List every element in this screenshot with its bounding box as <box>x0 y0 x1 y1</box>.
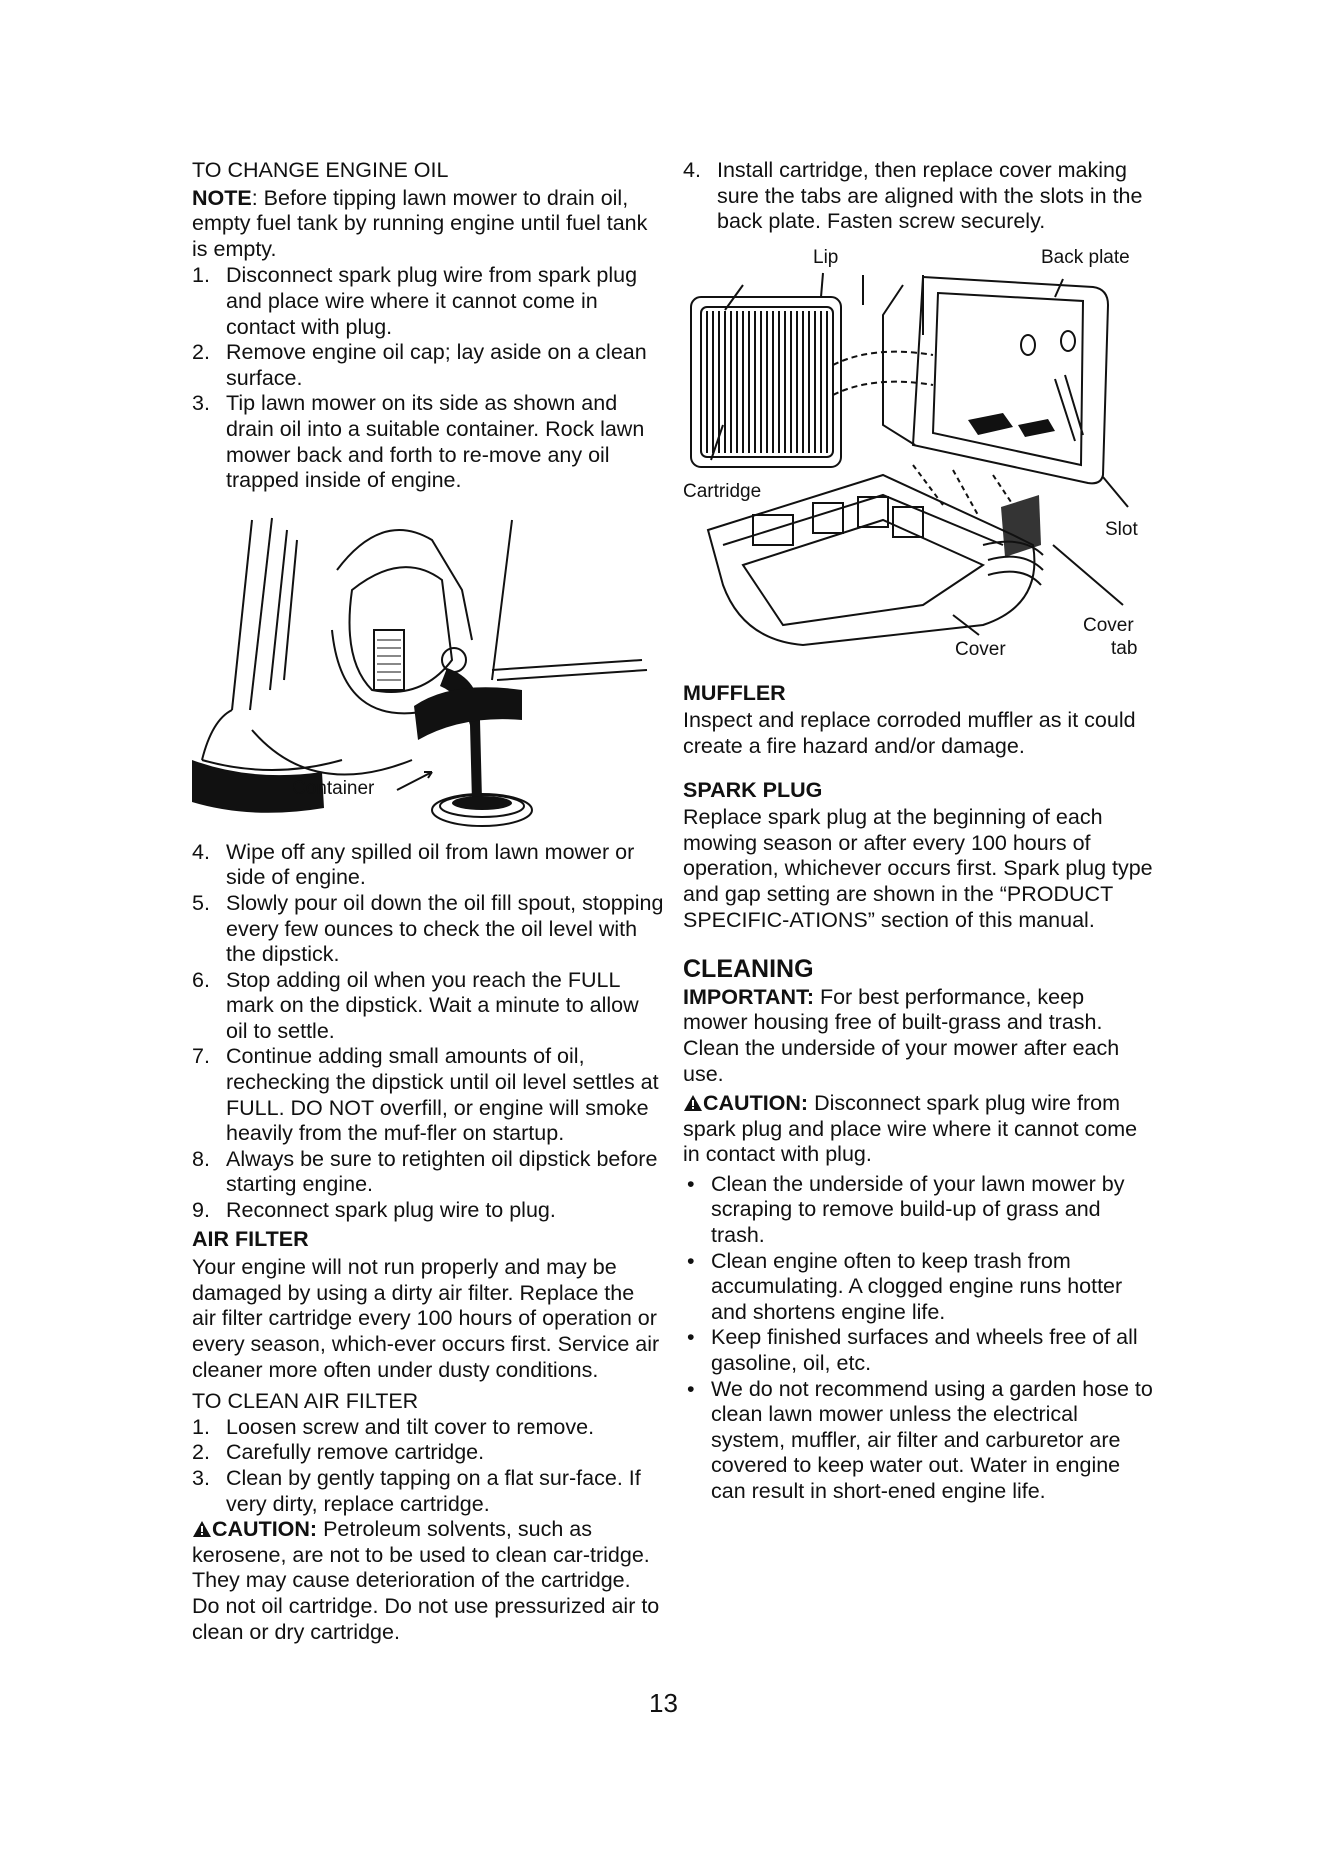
list-item <box>192 1440 664 1466</box>
clean-air-steps <box>192 1415 664 1517</box>
important-text: For best performance, keep mower housing free of built-grass and trash. Clean the underside of your mower after each use. <box>683 984 1120 1086</box>
slot-label: Slot <box>1105 518 1138 540</box>
step-text: Tip lawn mower on its side as shown and drain oil into a suitable container. Rock lawn mower back and forth to re-move any oil trapped inside of engine. <box>226 391 645 493</box>
warning-triangle-icon <box>192 1520 212 1538</box>
list-item <box>192 891 664 968</box>
step-number: 9. <box>192 1198 210 1223</box>
step-number: 3. <box>192 1465 210 1490</box>
list-item <box>192 1198 664 1224</box>
cleaning-heading: CLEANING <box>683 955 814 984</box>
list-item <box>683 1325 1153 1376</box>
step-text: Carefully remove cartridge. <box>226 1440 485 1465</box>
step-number: 4. <box>192 839 210 864</box>
caution-label: CAUTION: <box>212 1517 318 1542</box>
step-number: 4. <box>683 158 701 182</box>
list-item <box>192 391 664 493</box>
bullet-mark: • <box>687 1248 695 1273</box>
change-oil-heading: TO CHANGE ENGINE OIL <box>192 158 449 182</box>
step-text: Disconnect spark plug wire from spark plug and place wire where it cannot come in contact with plug. <box>226 263 638 339</box>
note-text: : Before tipping lawn mower to drain oil, empty fuel tank by running engine until fuel tank is empty. <box>192 185 648 261</box>
step-text: Stop adding oil when you reach the FULL mark on the dipstick. Wait a minute to allow oil to settle. <box>226 967 639 1043</box>
caution-paragraph-left <box>192 1517 664 1645</box>
cover-label: Cover <box>955 638 1006 660</box>
right-column <box>683 158 1153 1505</box>
list-item <box>192 1147 664 1198</box>
list-item <box>683 1249 1153 1326</box>
muffler-text: Inspect and replace corroded muffler as it could create a fire hazard and/or damage. <box>683 708 1136 758</box>
left-column <box>192 158 664 1645</box>
list-item <box>192 1415 664 1441</box>
step-text: Clean by gently tapping on a flat sur-face. If very dirty, replace cartridge. <box>226 1465 641 1516</box>
list-item <box>192 263 664 340</box>
step-number: 2. <box>192 1440 210 1465</box>
bullet-text: Keep finished surfaces and wheels free of all gasoline, oil, etc. <box>711 1325 1138 1376</box>
back-plate-label: Back plate <box>1041 246 1130 268</box>
step-number: 3. <box>192 391 210 416</box>
step-number: 8. <box>192 1146 210 1171</box>
step-text: Always be sure to retighten oil dipstick before starting engine. <box>226 1146 658 1197</box>
list-item <box>192 1466 664 1517</box>
note-label: NOTE <box>192 185 252 210</box>
step-text: Remove engine oil cap; lay aside on a clean surface. <box>226 340 647 390</box>
air-filter-heading: AIR FILTER <box>192 1226 309 1251</box>
cartridge-label: Cartridge <box>683 480 762 502</box>
list-item <box>683 1377 1153 1505</box>
muffler-heading: MUFFLER <box>683 680 786 705</box>
caution-paragraph-right <box>683 1091 1153 1168</box>
container-label: Container <box>292 777 375 799</box>
air-filter-figure <box>683 245 1153 663</box>
cover-tab-label-line1: Cover <box>1083 614 1134 636</box>
caution-text: Petroleum solvents, such as kerosene, are not to be used to clean car-tridge. They may cause deterioration of the cartridge. Do not oil cartridge. Do not use pressurized air to clean or dry cartridge. <box>192 1517 660 1644</box>
caution-text: Disconnect spark plug wire from spark plug and place wire where it cannot come in contact with plug. <box>683 1091 1138 1167</box>
list-item <box>192 840 664 891</box>
oil-drain-figure <box>192 510 664 832</box>
important-label: IMPORTANT: <box>683 984 814 1009</box>
important-paragraph <box>683 985 1153 1087</box>
step-number: 1. <box>192 263 210 288</box>
step-text: Install cartridge, then replace cover making sure the tabs are aligned with the slots in the back plate. Fasten screw securely. <box>717 158 1143 234</box>
step-text: Loosen screw and tilt cover to remove. <box>226 1414 595 1439</box>
cover-tab-label-line2: tab <box>1111 637 1138 659</box>
bullet-mark: • <box>687 1325 695 1350</box>
bullet-mark: • <box>687 1376 695 1401</box>
air-filter-text: Your engine will not run properly and may be damaged by using a dirty air filter. Replace the air filter cartridge every 100 hours of operation or every season, which-ever occurs first. Service air cleaner more often under dusty conditions. <box>192 1255 660 1382</box>
list-item <box>192 1044 664 1146</box>
cleaning-bullets <box>683 1172 1153 1505</box>
bullet-text: Clean the underside of your lawn mower by scraping to remove build-up of grass and trash. <box>711 1171 1125 1248</box>
step-number: 1. <box>192 1414 210 1439</box>
air-filter-assembly-illustration <box>683 245 1153 663</box>
page-number: 13 <box>649 1688 678 1718</box>
step-text: Reconnect spark plug wire to plug. <box>226 1198 556 1223</box>
step-number: 7. <box>192 1044 210 1069</box>
spark-plug-heading: SPARK PLUG <box>683 777 823 802</box>
bullet-mark: • <box>687 1171 695 1196</box>
step-text: Continue adding small amounts of oil, rechecking the dipstick until oil level settles at FULL. DO NOT overfill, or engine will smoke heavily from the muf-fler on startup. <box>226 1044 659 1146</box>
spark-plug-text: Replace spark plug at the beginning of each mowing season or after every 100 hours of operation, whichever occurs first. Spark plug type and gap setting are shown in the “PRODUCT SPECIFIC-ATIONS” section of this manual. <box>683 805 1153 932</box>
list-item <box>683 158 1153 235</box>
list-item <box>683 1172 1153 1249</box>
list-item <box>192 340 664 391</box>
bullet-text: We do not recommend using a garden hose to clean lawn mower unless the electrical system, muffler, air filter and carburetor are covered to keep water out. Water in engine can result in short-ened engine life. <box>711 1376 1153 1503</box>
lip-label: Lip <box>813 246 839 268</box>
step-text: Wipe off any spilled oil from lawn mower or side of engine. <box>226 839 635 890</box>
warning-triangle-icon <box>683 1094 703 1112</box>
clean-air-filter-heading: TO CLEAN AIR FILTER <box>192 1389 419 1414</box>
oil-steps-a <box>192 263 664 493</box>
list-item <box>192 968 664 1045</box>
caution-label: CAUTION: <box>703 1091 809 1116</box>
step-number: 2. <box>192 340 210 365</box>
oil-steps-b <box>192 840 664 1224</box>
bullet-text: Clean engine often to keep trash from accumulating. A clogged engine runs hotter and shortens engine life. <box>711 1248 1123 1324</box>
step-number: 6. <box>192 967 210 992</box>
step-text: Slowly pour oil down the oil fill spout, stopping every few ounces to check the oil level with the dipstick. <box>226 890 664 967</box>
step-number: 5. <box>192 890 210 915</box>
note-paragraph <box>192 186 664 263</box>
mower-tipped-illustration <box>192 510 664 832</box>
